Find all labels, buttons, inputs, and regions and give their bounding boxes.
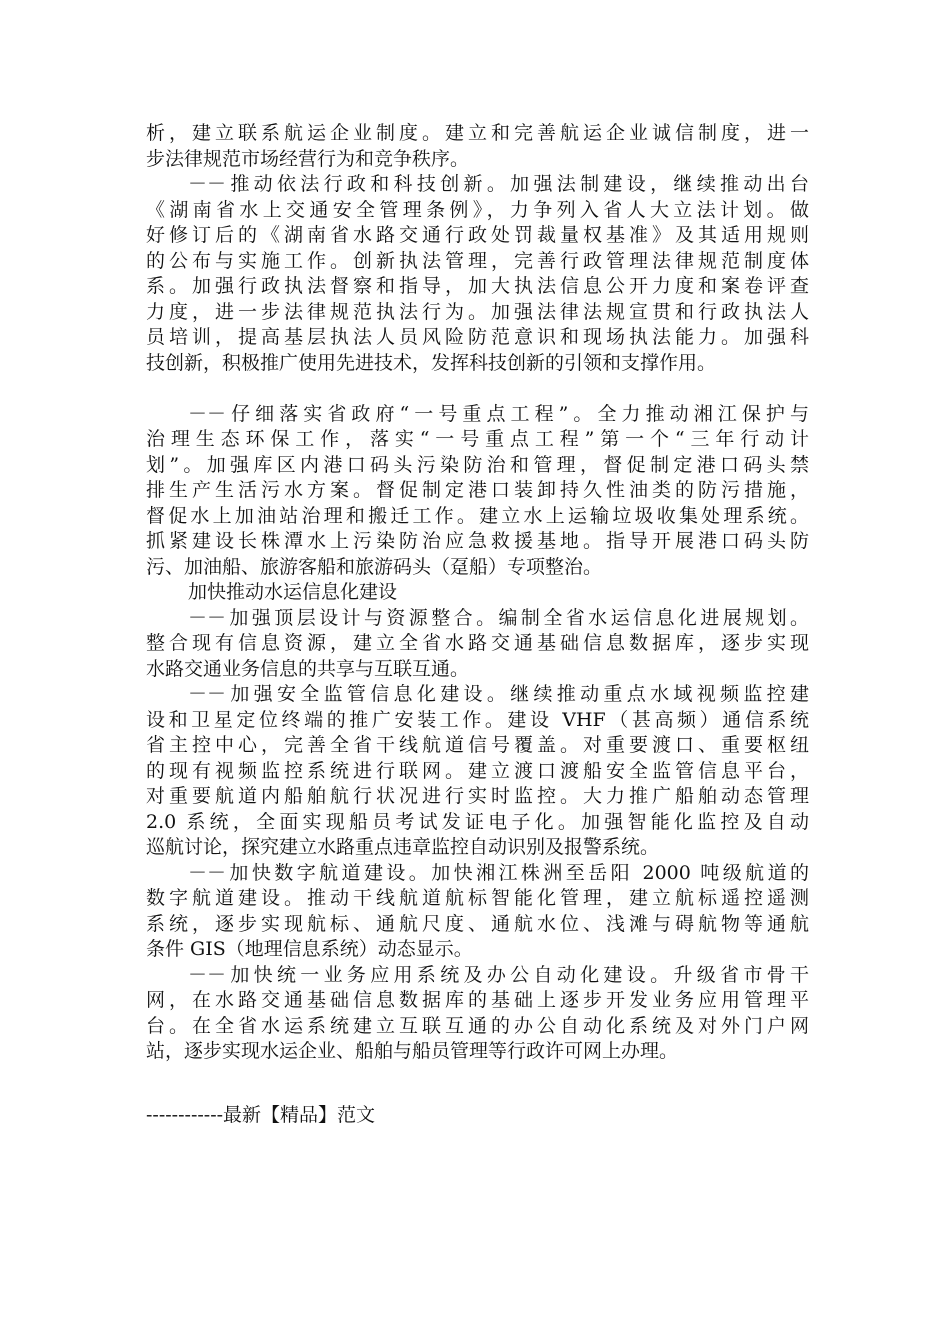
text-line: －－加快数字航道建设。加快湘江株洲至岳阳 2000 吨级航道的 — [188, 861, 809, 884]
paragraph — [146, 580, 809, 606]
document-body — [146, 121, 809, 1065]
text-line: 台。在全省水运系统建立互联互通的办公自动化系统及对外门户网 — [146, 1014, 809, 1037]
text-line: 2.0 系统，全面实现船员考试发证电子化。加强智能化监控及自动 — [146, 810, 809, 833]
text-line: 系统，逐步实现航标、通航尺度、通航水位、浅滩与碍航物等通航 — [146, 912, 809, 935]
text-line: 技创新，积极推广使用先进技术，发挥科技创新的引领和支撑作用。 — [146, 351, 717, 374]
text-line: 网，在水路交通基础信息数据库的基础上逐步开发业务应用管理平 — [146, 989, 809, 1011]
text-line: 巡航讨论，探究建立水路重点违章监控自动识别及报警系统。 — [146, 836, 660, 858]
text-line: 加快推动水运信息化建设 — [188, 581, 398, 603]
text-line: 系。加强行政执法督察和指导，加大执法信息公开力度和案卷评查 — [146, 275, 809, 297]
text-line: 析，建立联系航运企业制度。建立和完善航运企业诚信制度，进一 — [146, 122, 809, 144]
text-line: 《湖南省水上交通安全管理条例》，力争列入省人大立法计划。做 — [146, 198, 809, 221]
paragraph-spacer — [146, 376, 809, 402]
text-line: 排生产生活污水方案。督促制定港口装卸持久性油类的防污措施， — [146, 479, 809, 501]
paragraph — [146, 606, 809, 683]
paragraph — [146, 861, 809, 963]
text-line: 力度，进一步法律规范执法行为。加强法律法规宣贯和行政执法人 — [146, 300, 809, 323]
text-line: 治理生态环保工作，落实“一号重点工程”第一个“三年行动计 — [146, 428, 809, 450]
text-line: 数字航道建设。推动干线航道航标智能化管理，建立航标遥控遥测 — [146, 887, 809, 909]
paragraph — [146, 963, 809, 1065]
paragraph — [146, 121, 809, 172]
text-line: 的现有视频监控系统进行联网。建立渡口渡船安全监管信息平台， — [146, 759, 809, 782]
text-line: 整合现有信息资源，建立全省水路交通基础信息数据库，逐步实现 — [146, 632, 809, 654]
text-line: 员培训，提高基层执法人员风险防范意识和现场执法能力。加强科 — [146, 326, 809, 348]
text-line: 省主控中心，完善全省干线航道信号覆盖。对重要渡口、重要枢纽 — [146, 734, 809, 756]
text-line: －－加强安全监管信息化建设。继续推动重点水域视频监控建 — [188, 683, 809, 705]
footer-caption: ------------最新【精品】范文 — [146, 1104, 376, 1126]
text-line: －－仔细落实省政府“一号重点工程”。全力推动湘江保护与 — [188, 402, 809, 425]
text-line: 好修订后的《湖南省水路交通行政处罚裁量权基准》及其适用规则 — [146, 224, 809, 246]
text-line: 步法律规范市场经营行为和竞争秩序。 — [146, 147, 470, 170]
text-line: 划”。加强库区内港口码头污染防治和管理，督促制定港口码头禁 — [146, 453, 809, 476]
text-line: 的公布与实施工作。创新执法管理，完善行政管理法律规范制度体 — [146, 249, 809, 272]
paragraph — [146, 682, 809, 861]
text-line: 设和卫星定位终端的推广安装工作。建设 VHF（甚高频）通信系统 — [146, 708, 809, 731]
text-line: 污、加油船、旅游客船和旅游码头（趸船）专项整治。 — [146, 555, 603, 578]
text-line: 抓紧建设长株潭水上污染防治应急救援基地。指导开展港口码头防 — [146, 530, 809, 552]
text-line: －－加强顶层设计与资源整合。编制全省水运信息化进展规划。 — [188, 606, 809, 629]
text-line: 站，逐步实现水运企业、船舶与船员管理等行政许可网上办理。 — [146, 1040, 679, 1062]
text-line: 对重要航道内船舶航行状况进行实时监控。大力推广船舶动态管理 — [146, 785, 809, 807]
text-line: －－加快统一业务应用系统及办公自动化建设。升级省市骨干 — [188, 963, 809, 986]
text-line: 督促水上加油站治理和搬迁工作。建立水上运输垃圾收集处理系统。 — [146, 504, 809, 527]
paragraph — [146, 172, 809, 376]
paragraph — [146, 402, 809, 581]
text-line: 水路交通业务信息的共享与互联互通。 — [146, 657, 470, 680]
text-line: 条件 GIS（地理信息系统）动态显示。 — [146, 938, 473, 960]
text-line: －－推动依法行政和科技创新。加强法制建设，继续推动出台 — [188, 173, 809, 195]
